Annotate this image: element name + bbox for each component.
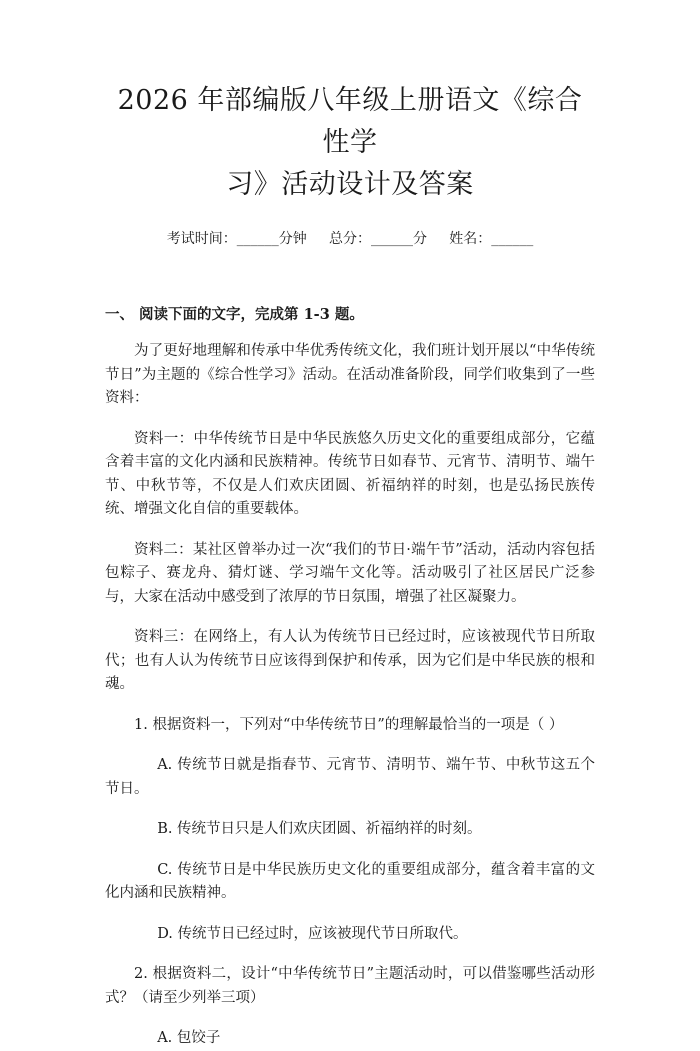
material-1-paragraph: 资料一：中华传统节日是中华民族悠久历史文化的重要组成部分，它蕴含着丰富的文化内涵和民族精神。传统节日如春节、元宵节、清明节、端午节、中秋节等，不仅是人们欢庆团圆、祈福纳祥的时刻，也是弘扬民族传统、增强文化自信的重要载体。 bbox=[105, 430, 595, 517]
question-2-answer-a: A. 包饺子 bbox=[157, 1030, 221, 1046]
question-1-option-b: B. 传统节日只是人们欢庆团圆、祈福纳祥的时刻。 bbox=[157, 821, 482, 837]
page-title bbox=[105, 80, 595, 206]
question-2-stem: 2. 根据资料二，设计“中华传统节日”主题活动时，可以借鉴哪些活动形式？（请至少列举三项） bbox=[105, 966, 595, 1006]
material-2-paragraph: 资料二：某社区曾举办过一次“我们的节日·端午节”活动，活动内容包括包粽子、赛龙舟、猜灯谜、学习端午文化等。活动吸引了社区居民广泛参与，大家在活动中感受到了浓厚的节日氛围，增强了社区凝聚力。 bbox=[105, 541, 595, 605]
title-line-1: 2026 年部编版八年级上册语文《综合性学 bbox=[117, 85, 583, 158]
question-1-option-c: C. 传统节日是中华民族历史文化的重要组成部分，蕴含着丰富的文化内涵和民族精神。 bbox=[105, 861, 595, 901]
question-1-option-a: A. 传统节日就是指春节、元宵节、清明节、端午节、中秋节这五个节日。 bbox=[105, 757, 595, 797]
intro-paragraph: 为了更好地理解和传承中华优秀传统文化，我们班计划开展以“中华传统节日”为主题的《综合性学习》活动。在活动准备阶段，同学们收集到了一些资料： bbox=[105, 343, 595, 406]
question-1-stem: 1. 根据资料一，下列对“中华传统节日”的理解最恰当的一项是（ ） bbox=[134, 716, 564, 733]
section-heading: 一、 阅读下面的文字，完成第 1-3 题。 bbox=[105, 306, 364, 323]
question-1-option-d: D. 传统节日已经过时，应该被现代节日所取代。 bbox=[157, 925, 468, 942]
title-line-2: 习》活动设计及答案 bbox=[226, 169, 474, 200]
exam-info-row: 考试时间：______分钟 总分：______分 姓名：______ bbox=[166, 231, 534, 247]
exam-page bbox=[0, 80, 700, 1046]
material-3-paragraph: 资料三：在网络上，有人认为传统节日已经过时，应该被现代节日所取代；也有人认为传统节日应该得到保护和传承，因为它们是中华民族的根和魂。 bbox=[105, 629, 595, 692]
